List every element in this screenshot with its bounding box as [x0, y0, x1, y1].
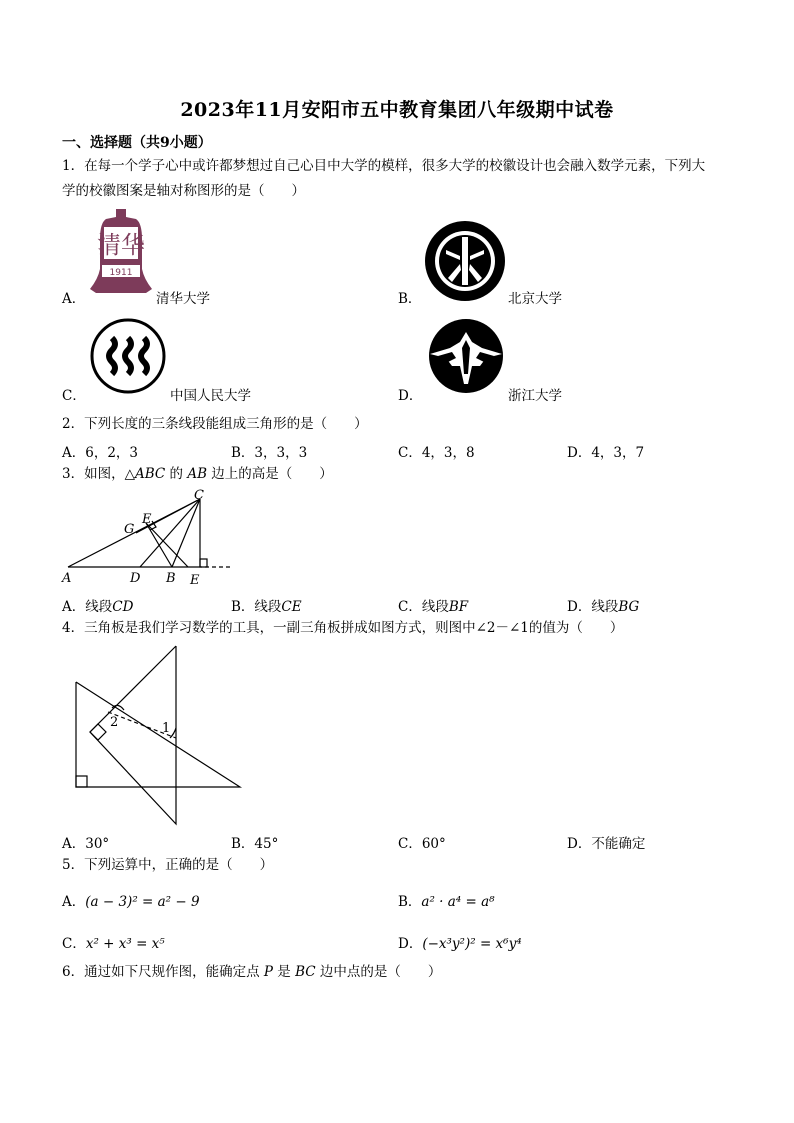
q3-stem-part: 的 [165, 466, 188, 482]
renmin-logo-icon [90, 318, 166, 394]
q1-stem-line1: 1．在每一个学子心中或许都梦想过自己心目中大学的模样，很多大学的校徽设计也会融入数学元素，下列大 [62, 158, 706, 174]
q1-stem-line2: 学的校徽图案是轴对称图形的是（ ） [62, 183, 305, 199]
q5-option-letter: B． [398, 894, 422, 910]
q2-option-b: B．3，3，3 [231, 445, 308, 461]
q1-option-c-text: 中国人民大学 [170, 388, 251, 404]
q3-label-g: G [124, 522, 135, 537]
page-title: 2023年11月安阳市五中教育集团八年级期中试卷 [180, 99, 614, 121]
q6-stem-point: P [263, 964, 273, 980]
q5-option-expression: (a − 3)² = a² − 9 [85, 894, 200, 910]
q5-stem: 5．下列运算中，正确的是（ ） [62, 857, 274, 873]
q5-option-letter: D． [398, 936, 423, 952]
q5-option-expression: x² + x³ = x⁵ [85, 936, 165, 952]
q1-option-b-letter: B． [398, 291, 422, 307]
q3-label-b: B [166, 571, 176, 586]
q3-stem-side: AB [187, 466, 207, 482]
q4-label-angle-2: 2 [110, 715, 119, 730]
zhejiang-logo-icon [426, 318, 506, 394]
q1-option-a-letter: A． [62, 291, 86, 307]
q5-option-letter: C． [62, 936, 86, 952]
q5-option-b [398, 890, 495, 910]
q3-option-prefix: A．线段 [62, 599, 113, 615]
q1-option-d-letter: D． [398, 388, 423, 404]
q3-option-segment: CD [112, 599, 134, 615]
q3-stem-part: 边上的高是（ ） [207, 466, 333, 482]
q3-label-c: C [194, 488, 204, 503]
q3-option-prefix: B．线段 [231, 599, 282, 615]
q5-option-expression: a² · a⁴ = a⁸ [421, 894, 495, 910]
q6-stem [62, 962, 441, 982]
q6-stem-part: 边中点的是（ ） [315, 964, 442, 980]
q3-label-d: D [130, 571, 141, 586]
q6-stem-part: 6．通过如下尺规作图，能确定点 [62, 964, 264, 980]
q3-option-segment: CE [281, 599, 302, 615]
q3-option-segment: BG [618, 599, 640, 615]
q4-label-angle-1: 1 [162, 721, 171, 736]
q3-stem-part: 3．如图，△ [62, 466, 135, 482]
q3-option-a [62, 595, 133, 615]
q4-set-squares-diagram [72, 642, 248, 828]
section-heading: 一、选择题（共9小题） [62, 135, 212, 151]
tsinghua-logo-text: 清华 [97, 231, 145, 259]
peking-logo-icon [424, 220, 506, 302]
q3-stem-triangle: ABC [134, 466, 166, 482]
q3-triangle-diagram [60, 485, 240, 588]
q3-option-prefix: C．线段 [398, 599, 449, 615]
q3-option-segment: BF [448, 599, 469, 615]
tsinghua-logo-year: 1911 [109, 268, 133, 278]
q3-label-e-top: E [142, 512, 152, 527]
q4-option-c: C．60° [398, 836, 446, 852]
q5-option-a [62, 890, 200, 910]
q2-option-c: C．4，3，8 [398, 445, 475, 461]
q2-stem: 2．下列长度的三条线段能组成三角形的是（ ） [62, 416, 368, 432]
q5-option-d [398, 932, 522, 952]
q1-option-a-text: 清华大学 [156, 291, 210, 307]
tsinghua-logo-icon [86, 205, 156, 300]
q1-option-d-text: 浙江大学 [508, 388, 562, 404]
q6-stem-side: BC [295, 964, 316, 980]
q1-option-c-letter: C． [62, 388, 86, 404]
q4-option-b: B．45° [231, 836, 279, 852]
q2-option-d: D．4，3，7 [567, 445, 645, 461]
q2-option-a: A．6，2，3 [62, 445, 139, 461]
q5-option-expression: (−x³y²)² = x⁶y⁴ [422, 936, 522, 952]
q5-option-c [62, 932, 165, 952]
q3-stem [62, 464, 333, 484]
q4-option-d: D．不能确定 [567, 836, 646, 852]
q3-label-e-bottom: E [190, 573, 200, 588]
q3-option-d [567, 595, 639, 615]
q3-label-a: A [62, 571, 72, 586]
q5-option-letter: A． [62, 894, 86, 910]
q6-stem-part: 是 [272, 964, 296, 980]
q4-option-a: A．30° [62, 836, 110, 852]
q1-option-b-text: 北京大学 [508, 291, 562, 307]
q3-option-b [231, 595, 302, 615]
q3-option-prefix: D．线段 [567, 599, 619, 615]
q3-option-c [398, 595, 468, 615]
q4-stem: 4．三角板是我们学习数学的工具，一副三角板拼成如图方式，则图中∠2－∠1的值为（ ） [62, 620, 624, 636]
